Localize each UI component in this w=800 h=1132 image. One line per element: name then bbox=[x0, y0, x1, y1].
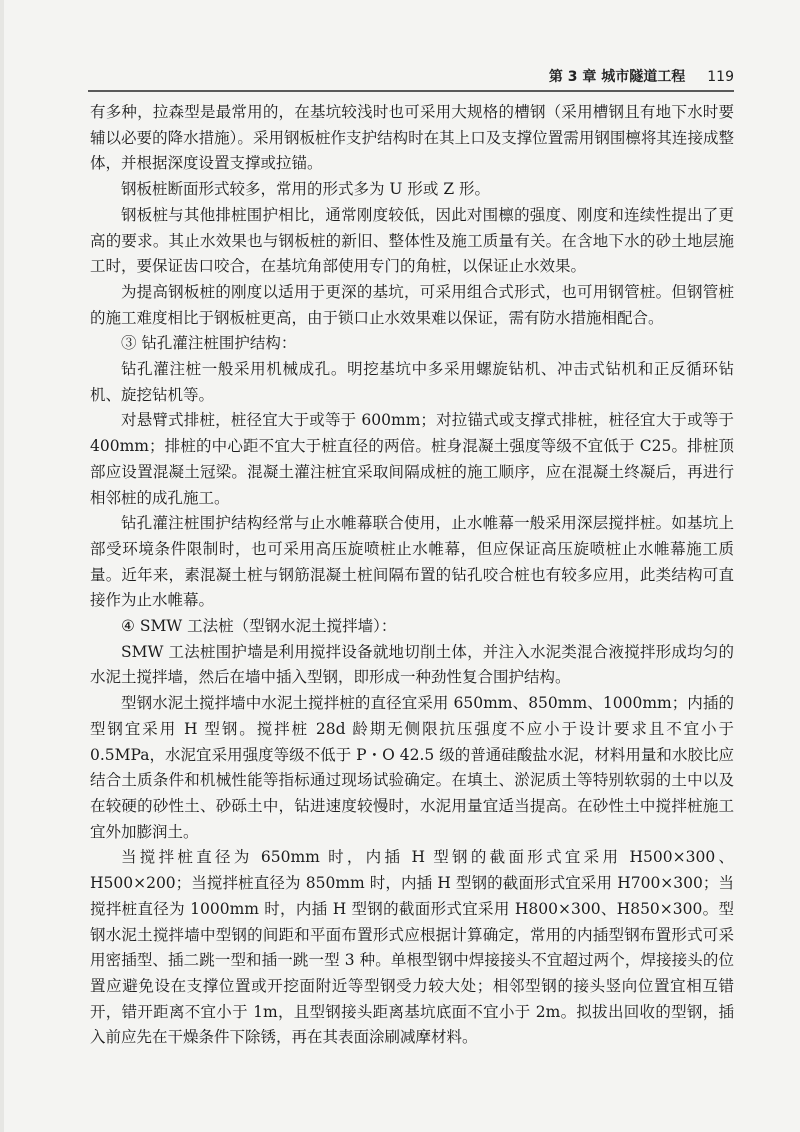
section-heading: ③ 钻孔灌注桩围护结构： bbox=[121, 334, 297, 353]
page-edge bbox=[0, 0, 4, 1132]
header-text bbox=[549, 66, 734, 86]
running-header bbox=[88, 62, 734, 92]
chapter-title: 第 3 章 城市隧道工程 bbox=[548, 69, 686, 85]
paragraph: 当搅拌桩直径为 650mm 时，内插 H 型钢的截面形式宜采用 H500×300、H500×200；当搅拌桩直径为 850mm 时，内插 H 型钢的截面形式宜采用 H700×300；当搅拌桩直径为 1000mm 时，内插 H 型钢的截面形式宜采用 H800×300、H850×300。型钢水泥土搅拌墙中型钢的间距和平面布置形式应根据计算确定，常用的内插型钢布置形式可采用密插型、插二跳一型和插一跳一型 3 种。单根型钢中焊接接头不宜超过两个，焊接接头的位置应避免设在支撑位置或开挖面附近等型钢受力较大处；相邻型钢的接头竖向位置宜相互错开，错开距离不宜小于 1m，且型钢接头距离基坑底面不宜小于 2m。拟拔出回收的型钢，插入前应先在干燥条件下除锈，再在其表面涂刷减摩材料。 bbox=[90, 848, 734, 1047]
paragraph: 对悬臂式排桩，桩径宜大于或等于 600mm；对拉锚式或支撑式排桩，桩径宜大于或等于 400mm；排桩的中心距不宜大于桩直径的两倍。桩身混凝土强度等级不宜低于 C25。排桩顶部应设置混凝土冠梁。混凝土灌注桩宜采取间隔成桩的施工顺序，应在混凝土终凝后，再进行相邻桩的成孔施工。 bbox=[90, 411, 734, 507]
paragraph: 为提高钢板桩的刚度以适用于更深的基坑，可采用组合式形式，也可用钢管桩。但钢管桩的施工难度相比于钢板桩更高，由于锁口止水效果难以保证，需有防水措施相配合。 bbox=[90, 282, 734, 327]
body-text bbox=[90, 100, 734, 1051]
paragraph: 型钢水泥土搅拌墙中水泥土搅拌桩的直径宜采用 650mm、850mm、1000mm；内插的型钢宜采用 H 型钢。搅拌桩 28d 龄期无侧限抗压强度不应小于设计要求且不宜小于 0.5MPa，水泥宜采用强度等级不低于 P・O 42.5 级的普通硅酸盐水泥，材料用量和水胶比应结合土质条件和机械性能等指标通过现场试验确定。在填土、淤泥质土等特别软弱的土中以及在较硬的砂性土、砂砾土中，钻进速度较慢时，水泥用量宜适当提高。在砂性土中搅拌桩施工宜外加膨润土。 bbox=[90, 694, 734, 841]
paragraph: 钻孔灌注桩围护结构经常与止水帷幕联合使用，止水帷幕一般采用深层搅拌桩。如基坑上部受环境条件限制时，也可采用高压旋喷桩止水帷幕，但应保证高压旋喷桩止水帷幕施工质量。近年来，素混凝土桩与钢筋混凝土桩间隔布置的钻孔咬合桩也有较多应用，此类结构可直接作为止水帷幕。 bbox=[90, 514, 734, 610]
paragraph: 钢板桩断面形式较多，常用的形式多为 U 形或 Z 形。 bbox=[121, 180, 491, 199]
section-heading: ④ SMW 工法桩（型钢水泥土搅拌墙）： bbox=[121, 617, 397, 636]
paragraph: 钢板桩与其他排桩围护相比，通常刚度较低，因此对围檩的强度、刚度和连续性提出了更高的要求。其止水效果也与钢板桩的新旧、整体性及施工质量有关。在含地下水的砂土地层施工时，要保证齿口咬合，在基坑角部使用专门的角桩，以保证止水效果。 bbox=[90, 205, 734, 276]
paragraph: 有多种，拉森型是最常用的，在基坑较浅时也可采用大规格的槽钢（采用槽钢且有地下水时要辅以必要的降水措施）。采用钢板桩作支护结构时在其上口及支撑位置需用钢围檩将其连接成整体，并根据深度设置支撑或拉锚。 bbox=[90, 103, 734, 173]
header-rule bbox=[88, 90, 734, 92]
page-number: 119 bbox=[707, 69, 734, 85]
paragraph: 钻孔灌注桩一般采用机械成孔。明挖基坑中多采用螺旋钻机、冲击式钻机和正反循环钻机、旋挖钻机等。 bbox=[90, 360, 734, 404]
paragraph: SMW 工法桩围护墙是利用搅拌设备就地切削土体，并注入水泥类混合液搅拌形成均匀的水泥土搅拌墙，然后在墙中插入型钢，即形成一种劲性复合围护结构。 bbox=[90, 642, 734, 687]
